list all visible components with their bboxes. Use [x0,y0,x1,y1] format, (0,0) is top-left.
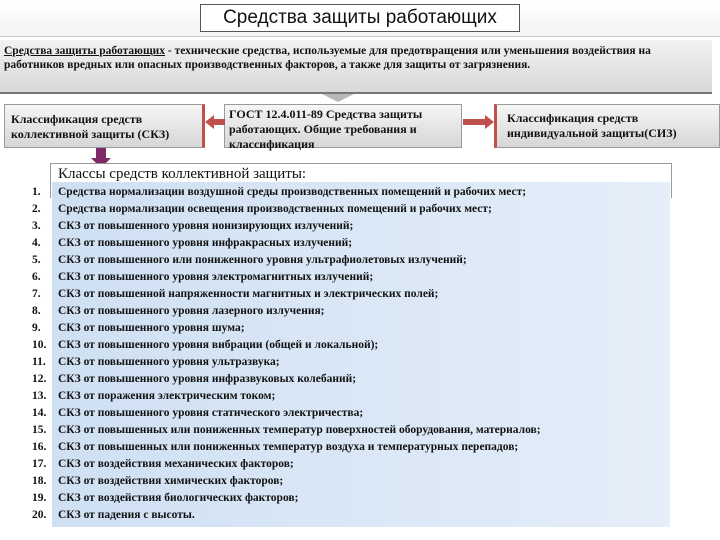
list-item-number: 6. [32,271,41,283]
list-item-number: 9. [32,322,41,334]
list-item-number: 7. [32,288,41,300]
skz-classification-box: Классификация средств коллективной защиты (СКЗ) [4,104,205,148]
title-bar [0,0,720,37]
list-item-text: СКЗ от повышенного уровня инфразвуковых колебаний; [58,373,357,385]
list-item-text: Средства нормализации воздушной среды производственных помещений и рабочих мест; [58,186,527,198]
list-item-number: 11. [32,356,46,368]
list-item-text: СКЗ от воздействия биологических факторов; [58,492,299,504]
classes-title: Классы средств коллективной защиты: [58,166,307,182]
list-item-number: 14. [32,407,47,419]
list-item-text: СКЗ от повышенных или пониженных температур воздуха и температурных перепадов; [58,441,519,453]
list-item-number: 15. [32,424,47,436]
list-item-text: СКЗ от повышенного уровня электромагнитных излучений; [58,271,374,283]
list-item-number: 4. [32,237,41,249]
list-item-text: СКЗ от поражения электрическим током; [58,390,276,402]
list-item-text: СКЗ от повышенного уровня лазерного излучения; [58,305,325,317]
list-item-text: СКЗ от повышенного уровня шума; [58,322,245,334]
list-item-number: 20. [32,509,47,521]
right-arrow-icon [463,114,494,130]
list-item-number: 19. [32,492,47,504]
list-item-number: 13. [32,390,47,402]
list-item-number: 8. [32,305,41,317]
list-item-number: 5. [32,254,41,266]
definition-block [0,40,712,94]
definition-pointer [322,94,354,102]
list-item-number: 17. [32,458,47,470]
siz-classification-box: Классификация средств индивидуальной защиты(СИЗ) [494,104,720,148]
list-item-number: 12. [32,373,47,385]
page-title: Средства защиты работающих [200,4,520,32]
list-item-number: 16. [32,441,47,453]
list-item-text: Средства нормализации освещения производственных помещений и рабочих мест; [58,203,492,215]
list-item-number: 10. [32,339,47,351]
list-item-text: СКЗ от повышенного уровня статического электричества; [58,407,364,419]
list-item-number: 2. [32,203,41,215]
list-item-text: СКЗ от повышенных или пониженных температур поверхностей оборудования, материалов; [58,424,541,436]
list-item-text: СКЗ от повышенного уровня ультразвука; [58,356,280,368]
list-item-text: СКЗ от повышенного или пониженного уровня ультрафиолетовых излучений; [58,254,467,266]
list-item-text: СКЗ от повышенного уровня вибрации (общей и локальной); [58,339,379,351]
list-item-number: 18. [32,475,47,487]
list-item-text: СКЗ от падения с высоты. [58,509,195,521]
list-item-text: СКЗ от воздействия механических факторов; [58,458,294,470]
list-item-text: СКЗ от воздействия химических факторов; [58,475,284,487]
left-arrow-icon [205,114,225,130]
list-item-text: СКЗ от повышенного уровня ионизирующих излучений; [58,220,354,232]
list-item-text: СКЗ от повышенной напряженности магнитных и электрических полей; [58,288,439,300]
list-item-number: 1. [32,186,41,198]
list-item-number: 3. [32,220,41,232]
gost-box: ГОСТ 12.4.011-89 Средства защиты работающих. Общие требования и классификация [224,104,462,148]
definition-term: Средства защиты работающих [4,45,166,57]
list-item-text: СКЗ от повышенного уровня инфракрасных излучений; [58,237,353,249]
definition-text: - технические средства, используемые для предотвращения или уменьшения воздействия на работников вредных или опасных производственных факторов, а также для защиты от загрязнения. [4,45,651,71]
